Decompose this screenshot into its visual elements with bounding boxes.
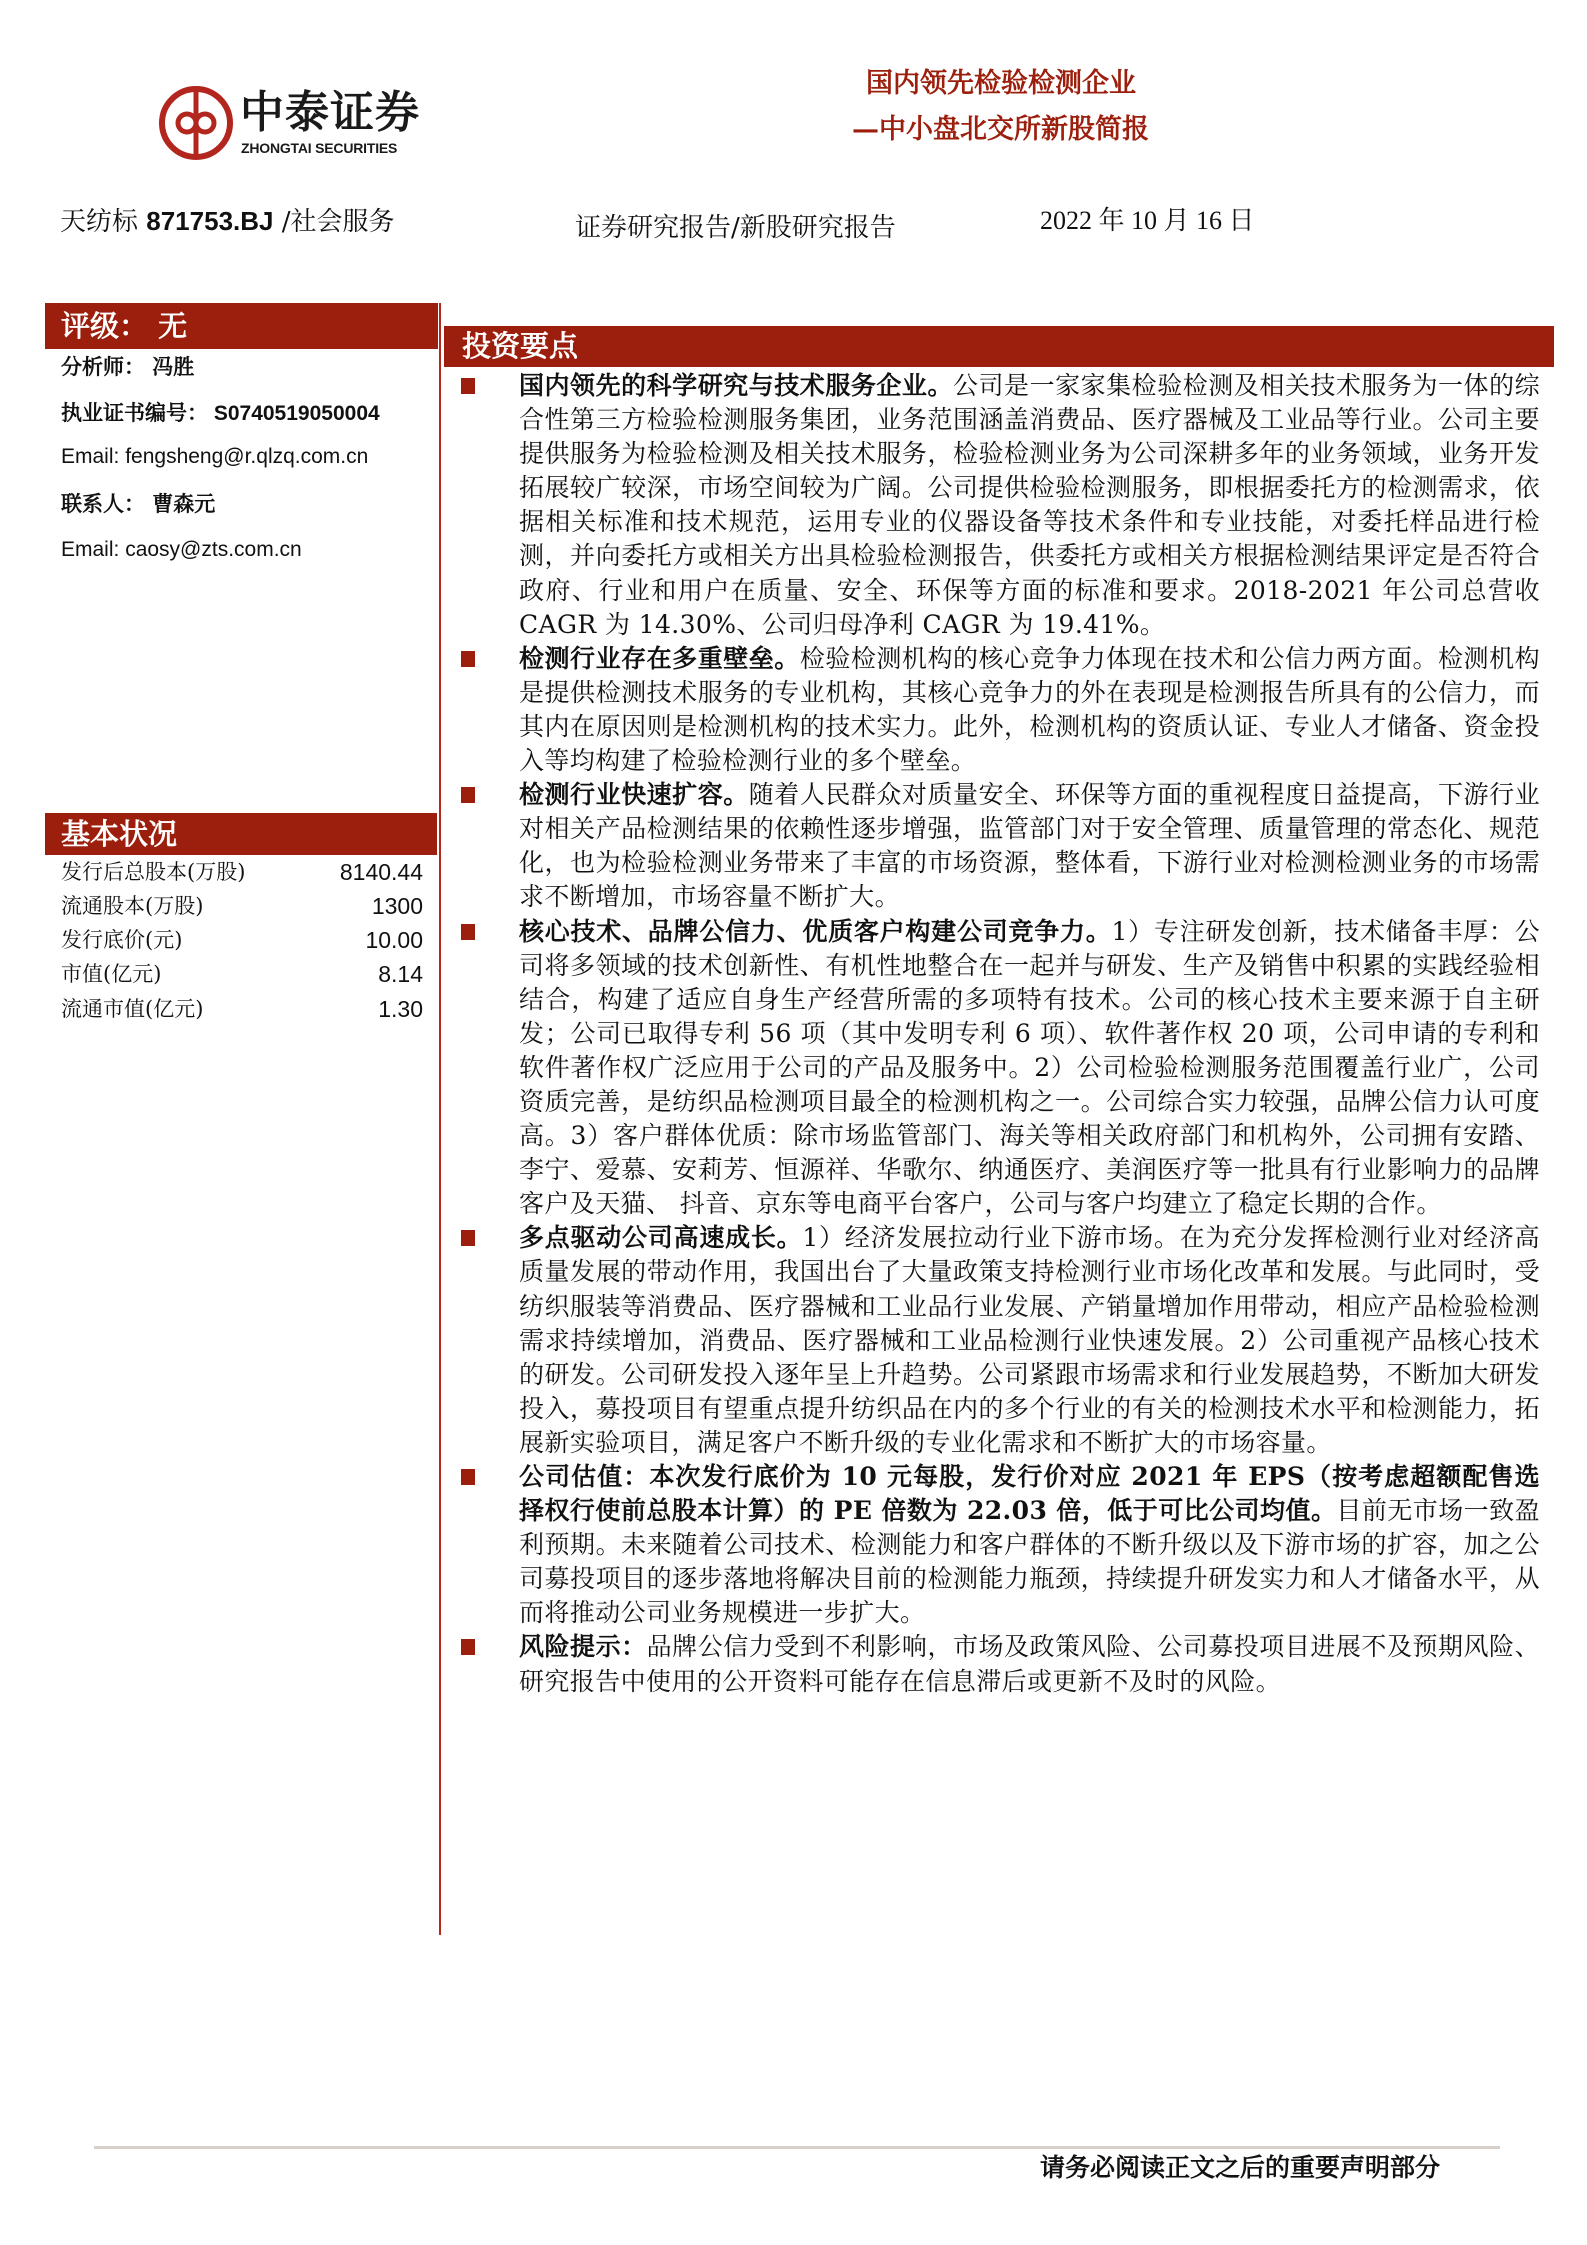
point-text: 随着人民群众对质量安全、环保等方面的重视程度日益提高，下游行业对相关产品检测结果的依赖性逐步增强，监管部门对于安全管理、质量管理的常态化、规范化，也为检验检测业务带来了丰富的市场资源，整体看，下游行业对检测检测业务的市场需求不断增加，市场容量不断扩大。 [519, 780, 1541, 912]
rating-banner: 评级： 无 [45, 303, 438, 349]
row-label: 市值(亿元) [61, 962, 162, 986]
table-row [61, 857, 423, 887]
stock-name: 天纺标 [60, 207, 147, 237]
bullet-square-icon [461, 651, 475, 667]
contact [61, 490, 215, 518]
section-title-investment-points: 投资要点 [444, 326, 1554, 367]
report-title: 国内领先检验检测企业 [866, 68, 1136, 99]
logo-wordmark-en: ZHONGTAI SECURITIES [241, 140, 398, 156]
analyst-label: 分析师： [61, 354, 145, 379]
row-value: 8.14 [378, 961, 423, 987]
point-text: 1）专注研发创新，技术储备丰厚：公司将多领域的技术创新性、有机性地整合在一起并与研发、生产及销售中积累的实践经验相结合，构建了适应自身生产经营所需的多项特有技术。公司的核心技术主要来源于自主研发；公司已取得专利 56 项（其中发明专利 6 项）、软件著作权 20 项，公司申请的专利和软件著作权广泛应用于公司的产品及服务中。2）公司检验检测服务范围覆盖行业广，公司资质完善，是纺织品检测项目最全的检测机构之一。公司综合实力较强，品牌公信力认可度高。3）客户群体优质：除市场监管部门、海关等相关政府部门和机构外，公司拥有安踏、李宁、爱慕、安莉芳、恒源祥、华歌尔、纳通医疗、美润医疗等一批具有行业影响力的品牌客户及天猫、 抖音、京东等电商平台客户，公司与客户均建立了稳定长期的合作。 [519, 916, 1540, 1219]
cert-label: 执业证书编号： [61, 400, 208, 425]
analyst-name: 冯胜 [145, 354, 195, 379]
report-date: 2022 年 10 月 16 日 [1040, 206, 1255, 235]
point-text: 目前无市场一致盈利预期。未来随着公司技术、检测能力和客户群体的不断升级以及下游市场的扩容，加之公司募投项目的逐步落地将解决目前的检测能力瓶颈，持续提升研发实力和人才储备水平，从而将推动公司业务规模进一步扩大。 [519, 1496, 1540, 1628]
stock-sector: /社会服务 [273, 207, 395, 237]
report-type: 证券研究报告/新股研究报告 [575, 213, 896, 243]
point-lead: 公司估值：本次发行底价为 10 元每股，发行价对应 2021 年 EPS（按考虑超额配售选择权行使前总股本计算）的 PE 倍数为 22.03 倍，低于可比公司均值。 [519, 1462, 1540, 1526]
stock-code: 871753.BJ [146, 206, 274, 236]
row-label: 发行后总股本(万股) [61, 860, 246, 884]
point-text: 检验检测机构的核心竞争力体现在技术和公信力两方面。检测机构是提供检测技术服务的专业机构，其核心竞争力的外在表现是检测报告所具有的公信力，而其内在原因则是检测机构的技术实力。此外，检测机构的资质认证、专业人才储备、资金投入等均构建了检验检测行业的多个壁垒。 [519, 643, 1540, 776]
point-text: 公司是一家家集检验检测及相关技术服务为一体的综合性第三方检验检测服务集团，业务范围涵盖消费品、医疗器械及工业品等行业。公司主要提供服务为检验检测及相关技术服务，检验检测业务为公司深耕多年的业务领域，业务开发拓展较广较深，市场空间较为广阔。公司提供检验检测服务，即根据委托方的检测需求，依据相关标准和技术规范，运用专业的仪器设备等技术条件和专业技能，对委托样品进行检测，并向委托方或相关方出具检验检测报告，供委托方或相关方根据检测结果评定是否符合政府、行业和用户在质量、安全、环保等方面的标准和要求。2018-2021 年公司总营收 CAGR 为 14.30%、公司归母净利 CAGR 为 19.41%。 [519, 371, 1540, 639]
point-lead: 检测行业存在多重壁垒。 [519, 643, 800, 673]
row-value: 8140.44 [339, 859, 423, 885]
table-row [61, 994, 423, 1024]
row-value: 1.30 [378, 996, 423, 1022]
point-lead: 检测行业快速扩容。 [519, 780, 749, 810]
list-item [456, 369, 1540, 642]
investment-points-list [456, 369, 1540, 1699]
bullet-square-icon [461, 1639, 475, 1655]
bullet-square-icon [461, 378, 475, 394]
stock-ticker [60, 205, 395, 238]
row-label: 流通股本(万股) [61, 894, 204, 918]
contact-label: 联系人： [61, 491, 145, 516]
point-lead: 国内领先的科学研究与技术服务企业。 [519, 371, 953, 400]
list-item [456, 1221, 1540, 1460]
point-lead: 多点驱动公司高速成长。 [519, 1223, 803, 1253]
report-subtitle: —中小盘北交所新股简报 [852, 114, 1149, 145]
contact-name: 曹森元 [145, 491, 216, 516]
footer-divider [94, 2146, 1500, 2149]
point-lead: 核心技术、品牌公信力、优质客户构建公司竞争力。 [519, 916, 1112, 946]
point-lead: 风险提示： [519, 1632, 647, 1662]
row-label: 发行底价(元) [61, 928, 183, 952]
cert-number: S0740519050004 [208, 402, 380, 425]
list-item [456, 642, 1540, 778]
point-text: 品牌公信力受到不利影响，市场及政策风险、公司募投项目进展不及预期风险、研究报告中使用的公开资料可能存在信息滞后或更新不及时的风险。 [519, 1632, 1540, 1696]
section-title-basic-info: 基本状况 [45, 813, 437, 855]
list-item [456, 1630, 1540, 1698]
bullet-square-icon [461, 787, 475, 803]
table-row [61, 925, 423, 955]
list-item [456, 1460, 1540, 1630]
email-label: Email: [61, 445, 120, 468]
zhongtai-logo-icon [158, 84, 234, 162]
bullet-square-icon [461, 924, 475, 940]
footer-disclaimer-notice: 请务必阅读正文之后的重要声明部分 [1040, 2153, 1441, 2182]
analyst [61, 353, 194, 381]
bullet-square-icon [461, 1469, 475, 1485]
email-link[interactable]: fengsheng@r.qlzq.com.cn [119, 445, 369, 468]
point-text: 1）经济发展拉动行业下游市场。在为充分发挥检测行业对经济高质量发展的带动作用，我国出台了大量政策支持检测行业市场化改革和发展。与此同时，受纺织服装等消费品、医疗器械和工业品行业发展、产销量增加作用带动，相应产品检验检测需求持续增加，消费品、医疗器械和工业品检测行业快速发展。2）公司重视产品核心技术的研发。公司研发投入逐年呈上升趋势。公司紧跟市场需求和行业发展趋势，不断加大研发投入，募投项目有望重点提升纺织品在内的多个行业的有关的检测技术水平和检测能力，拓展新实验项目，满足客户不断升级的专业化需求和不断扩大的市场容量。 [519, 1223, 1540, 1457]
logo-wordmark-cn: 中泰证券 [240, 87, 420, 138]
row-value: 1300 [371, 893, 423, 919]
analyst-email [61, 443, 368, 471]
column-divider [439, 303, 441, 1935]
certificate [61, 399, 380, 428]
list-item [456, 915, 1540, 1222]
bullet-square-icon [461, 1230, 475, 1246]
email-link[interactable]: caosy@zts.com.cn [119, 538, 302, 561]
contact-email [61, 536, 302, 564]
list-item [456, 778, 1540, 914]
email-label: Email: [61, 538, 120, 561]
row-label: 流通市值(亿元) [61, 997, 204, 1021]
row-value: 10.00 [365, 927, 423, 953]
table-row [61, 891, 423, 921]
table-row [61, 959, 423, 989]
